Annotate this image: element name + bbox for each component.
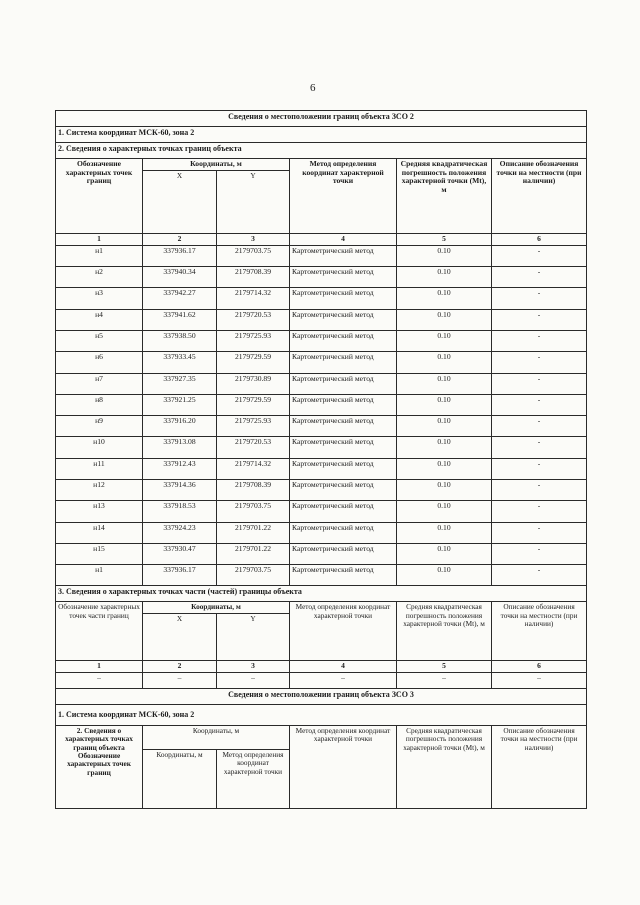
description-cell: - <box>492 309 587 330</box>
table-row <box>56 352 587 373</box>
zone2-title-row <box>56 111 587 127</box>
point-name-cell: н11 <box>56 458 143 479</box>
y-coordinate-cell: 2179725.93 <box>217 416 290 437</box>
header-designation: Обозначение характерных точек границ <box>56 159 143 234</box>
method-cell: Картометрический метод <box>290 458 397 479</box>
zone3-header-method: Метод определения координат характерной точки <box>290 725 397 808</box>
zone3-title: Сведения о местоположении границ объекта ЗСО 3 <box>56 688 587 704</box>
table-row <box>56 437 587 458</box>
method-cell: Картометрический метод <box>290 288 397 309</box>
zone3-header-method-sub: Метод определения координат характерной точки <box>217 749 290 808</box>
y-coordinate-cell: 2179701.22 <box>217 522 290 543</box>
point-name-cell: н3 <box>56 288 143 309</box>
zone3-header-precision: Средняя квадратическая погрешность положения характерной точки (Mt), м <box>397 725 492 808</box>
zone3-title-row <box>56 688 587 704</box>
x-coordinate-cell: 337912.43 <box>143 458 217 479</box>
method-cell: Картометрический метод <box>290 245 397 266</box>
x-coordinate-cell: 337936.17 <box>143 245 217 266</box>
point-name-cell: н14 <box>56 522 143 543</box>
zone2-parts-header-row <box>56 602 587 613</box>
method-cell: Картометрический метод <box>290 522 397 543</box>
header-x: X <box>143 170 217 233</box>
zone2-points-section: 2. Сведения о характерных точках границ объекта <box>56 143 587 159</box>
point-name-cell: н10 <box>56 437 143 458</box>
parts-cell: – <box>492 672 587 688</box>
col-number: 2 <box>143 233 217 245</box>
precision-cell: 0.10 <box>397 373 492 394</box>
point-name-cell: н9 <box>56 416 143 437</box>
col-number: 1 <box>56 233 143 245</box>
zone2-rows <box>56 245 587 586</box>
parts-cell: – <box>56 672 143 688</box>
x-coordinate-cell: 337918.53 <box>143 501 217 522</box>
table-row <box>56 330 587 351</box>
table-row <box>56 501 587 522</box>
header-coordinates: Координаты, м <box>143 159 290 171</box>
table-row <box>56 267 587 288</box>
parts-cell: – <box>397 672 492 688</box>
y-coordinate-cell: 2179714.32 <box>217 288 290 309</box>
zone3-header-row <box>56 725 587 749</box>
x-coordinate-cell: 337942.27 <box>143 288 217 309</box>
parts-header-description: Описание обозначения точки на местности (при наличии) <box>492 602 587 660</box>
x-coordinate-cell: 337938.50 <box>143 330 217 351</box>
precision-cell: 0.10 <box>397 458 492 479</box>
table-row <box>56 288 587 309</box>
col-number: 6 <box>492 233 587 245</box>
table-row <box>56 373 587 394</box>
x-coordinate-cell: 337933.45 <box>143 352 217 373</box>
description-cell: - <box>492 437 587 458</box>
description-cell: - <box>492 352 587 373</box>
method-cell: Картометрический метод <box>290 437 397 458</box>
precision-cell: 0.10 <box>397 437 492 458</box>
table-row <box>56 245 587 266</box>
parts-header-precision: Средняя квадратическая погрешность положения характерной точки (Mt), м <box>397 602 492 660</box>
table-row <box>56 522 587 543</box>
col-number: 6 <box>492 660 587 672</box>
col-number: 5 <box>397 660 492 672</box>
point-name-cell: н12 <box>56 479 143 500</box>
col-number: 2 <box>143 660 217 672</box>
point-name-cell: н13 <box>56 501 143 522</box>
description-cell: - <box>492 245 587 266</box>
y-coordinate-cell: 2179729.59 <box>217 394 290 415</box>
method-cell: Картометрический метод <box>290 352 397 373</box>
description-cell: - <box>492 373 587 394</box>
col-number: 3 <box>217 233 290 245</box>
x-coordinate-cell: 337936.17 <box>143 565 217 586</box>
method-cell: Картометрический метод <box>290 543 397 564</box>
y-coordinate-cell: 2179720.53 <box>217 309 290 330</box>
boundary-table <box>55 110 587 809</box>
precision-cell: 0.10 <box>397 288 492 309</box>
parts-cell: – <box>217 672 290 688</box>
point-name-cell: н1 <box>56 245 143 266</box>
precision-cell: 0.10 <box>397 267 492 288</box>
header-method: Метод определения координат характерной точки <box>290 159 397 234</box>
col-number: 3 <box>217 660 290 672</box>
precision-cell: 0.10 <box>397 309 492 330</box>
description-cell: - <box>492 394 587 415</box>
precision-cell: 0.10 <box>397 522 492 543</box>
precision-cell: 0.10 <box>397 394 492 415</box>
y-coordinate-cell: 2179703.75 <box>217 245 290 266</box>
y-coordinate-cell: 2179720.53 <box>217 437 290 458</box>
parts-header-designation: Обозначение характерных точек части границ <box>56 602 143 660</box>
zone3-header-coords-sub: Координаты, м <box>143 749 217 808</box>
precision-cell: 0.10 <box>397 479 492 500</box>
y-coordinate-cell: 2179725.93 <box>217 330 290 351</box>
method-cell: Картометрический метод <box>290 416 397 437</box>
zone2-coordinate-system: 1. Система координат МСК-60, зона 2 <box>56 127 587 143</box>
col-number: 5 <box>397 233 492 245</box>
header-y: Y <box>217 170 290 233</box>
zone2-column-numbers <box>56 233 587 245</box>
table-row <box>56 543 587 564</box>
precision-cell: 0.10 <box>397 245 492 266</box>
description-cell: - <box>492 267 587 288</box>
precision-cell: 0.10 <box>397 501 492 522</box>
table-row <box>56 458 587 479</box>
description-cell: - <box>492 458 587 479</box>
precision-cell: 0.10 <box>397 565 492 586</box>
zone2-parts-column-numbers <box>56 660 587 672</box>
description-cell: - <box>492 479 587 500</box>
point-name-cell: н8 <box>56 394 143 415</box>
header-precision: Средняя квадратическая погрешность положения характерной точки (Mt), м <box>397 159 492 234</box>
method-cell: Картометрический метод <box>290 309 397 330</box>
point-name-cell: н6 <box>56 352 143 373</box>
method-cell: Картометрический метод <box>290 373 397 394</box>
method-cell: Картометрический метод <box>290 330 397 351</box>
method-cell: Картометрический метод <box>290 394 397 415</box>
x-coordinate-cell: 337941.62 <box>143 309 217 330</box>
x-coordinate-cell: 337930.47 <box>143 543 217 564</box>
y-coordinate-cell: 2179730.89 <box>217 373 290 394</box>
precision-cell: 0.10 <box>397 352 492 373</box>
table-row <box>56 394 587 415</box>
table-row <box>56 309 587 330</box>
precision-cell: 0.10 <box>397 330 492 351</box>
zone3-system-row <box>56 704 587 725</box>
description-cell: - <box>492 565 587 586</box>
y-coordinate-cell: 2179708.39 <box>217 267 290 288</box>
parts-header-y: Y <box>217 613 290 660</box>
method-cell: Картометрический метод <box>290 479 397 500</box>
x-coordinate-cell: 337916.20 <box>143 416 217 437</box>
description-cell: - <box>492 416 587 437</box>
y-coordinate-cell: 2179708.39 <box>217 479 290 500</box>
col-number: 1 <box>56 660 143 672</box>
zone3-header-designation: 2. Сведения о характерных точках границ объекта Обозначение характерных точек границ <box>56 725 143 808</box>
header-description: Описание обозначения точки на местности (при наличии) <box>492 159 587 234</box>
y-coordinate-cell: 2179703.75 <box>217 565 290 586</box>
zone2-parts-row <box>56 672 587 688</box>
y-coordinate-cell: 2179701.22 <box>217 543 290 564</box>
x-coordinate-cell: 337927.35 <box>143 373 217 394</box>
precision-cell: 0.10 <box>397 543 492 564</box>
description-cell: - <box>492 543 587 564</box>
zone2-parts-section-row <box>56 586 587 602</box>
x-coordinate-cell: 337921.25 <box>143 394 217 415</box>
x-coordinate-cell: 337940.34 <box>143 267 217 288</box>
parts-header-coordinates: Координаты, м <box>143 602 290 613</box>
point-name-cell: н15 <box>56 543 143 564</box>
table-row <box>56 416 587 437</box>
zone2-header-row <box>56 159 587 171</box>
zone3-header-coordinates: Координаты, м <box>143 725 290 749</box>
x-coordinate-cell: 337914.36 <box>143 479 217 500</box>
zone3-coordinate-system: 1. Система координат МСК-60, зона 2 <box>56 704 587 725</box>
point-name-cell: н5 <box>56 330 143 351</box>
description-cell: - <box>492 501 587 522</box>
zone2-system-row <box>56 127 587 143</box>
page-number: 6 <box>310 82 316 94</box>
point-name-cell: н1 <box>56 565 143 586</box>
point-name-cell: н2 <box>56 267 143 288</box>
y-coordinate-cell: 2179714.32 <box>217 458 290 479</box>
parts-header-method: Метод определения координат характерной точки <box>290 602 397 660</box>
description-cell: - <box>492 288 587 309</box>
table-row <box>56 479 587 500</box>
parts-header-x: X <box>143 613 217 660</box>
precision-cell: 0.10 <box>397 416 492 437</box>
method-cell: Картометрический метод <box>290 267 397 288</box>
zone2-points-section-row <box>56 143 587 159</box>
method-cell: Картометрический метод <box>290 565 397 586</box>
parts-cell: – <box>143 672 217 688</box>
description-cell: - <box>492 522 587 543</box>
method-cell: Картометрический метод <box>290 501 397 522</box>
description-cell: - <box>492 330 587 351</box>
y-coordinate-cell: 2179729.59 <box>217 352 290 373</box>
col-number: 4 <box>290 233 397 245</box>
point-name-cell: н4 <box>56 309 143 330</box>
zone2-title: Сведения о местоположении границ объекта ЗСО 2 <box>56 111 587 127</box>
point-name-cell: н7 <box>56 373 143 394</box>
zone3-header-description: Описание обозначения точки на местности (при наличии) <box>492 725 587 808</box>
y-coordinate-cell: 2179703.75 <box>217 501 290 522</box>
x-coordinate-cell: 337913.08 <box>143 437 217 458</box>
zone2-parts-section: 3. Сведения о характерных точках части (частей) границы объекта <box>56 586 587 602</box>
parts-cell: – <box>290 672 397 688</box>
table-row <box>56 565 587 586</box>
x-coordinate-cell: 337924.23 <box>143 522 217 543</box>
col-number: 4 <box>290 660 397 672</box>
